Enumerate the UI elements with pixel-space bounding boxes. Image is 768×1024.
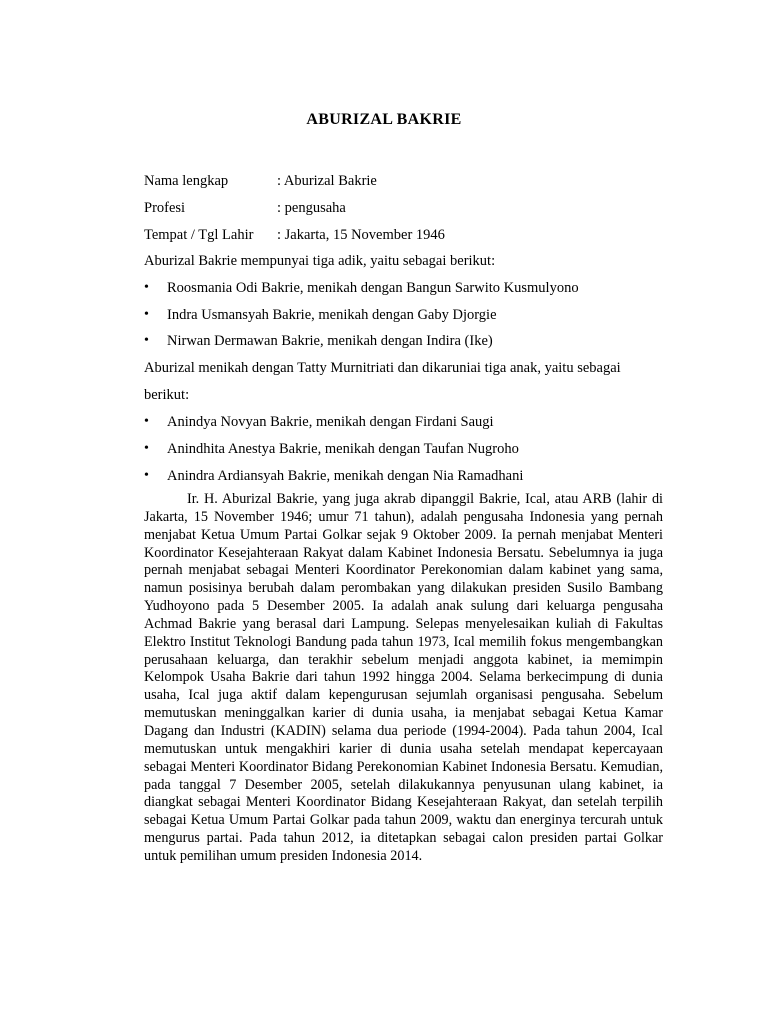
list-item-text: Roosmania Odi Bakrie, menikah dengan Bangun Sarwito Kusmulyono [167, 280, 579, 296]
bullet-icon: • [144, 468, 149, 483]
bullet-icon: • [144, 441, 149, 456]
list-item-text: Anindhita Anestya Bakrie, menikah dengan Taufan Nugroho [167, 441, 519, 457]
bullet-icon: • [144, 333, 149, 348]
children-intro-line2: berikut: [144, 387, 190, 403]
profile-label: Nama lengkap [144, 173, 229, 189]
document-title: ABURIZAL BAKRIE [306, 111, 462, 128]
profile-value: : Jakarta, 15 November 1946 [277, 227, 445, 243]
bullet-icon: • [144, 280, 149, 295]
list-item-text: Indra Usmansyah Bakrie, menikah dengan Gaby Djorgie [167, 307, 497, 323]
children-intro-line1: Aburizal menikah dengan Tatty Murnitriati dan dikaruniai tiga anak, yaitu sebagai [144, 360, 621, 376]
biography-paragraph: Ir. H. Aburizal Bakrie, yang juga akrab dipanggil Bakrie, Ical, atau ARB (lahir di Jakarta, 15 November 1946; umur 71 tahun), adalah pengusaha Indonesia yang pernah menjabat Ketua Umum Partai Golkar sejak 9 Oktober 2009. Ia pernah menjabat Menteri Koordinator Kesejahteraan Rakyat dalam Kabinet Indonesia Bersatu. Sebelumnya ia juga pernah menjabat sebagai Menteri Koordinator Perekonomian dalam kabinet yang sama, namun posisinya berubah dalam perombakan yang dilakukan presiden Susilo Bambang Yudhoyono pada 5 Desember 2005. Ia adalah anak sulung dari keluarga pengusaha Achmad Bakrie yang berasal dari Lampung. Selepas menyelesaikan kuliah di Fakultas Elektro Institut Teknologi Bandung pada tahun 1973, Ical memilih fokus mengembangkan perusahaan keluarga, dan terakhir sebelum menjadi anggota kabinet, ia memimpin Kelompok Usaha Bakrie dari tahun 1992 hingga 2004. Selama berkecimpung di dunia usaha, Ical juga aktif dalam kepengurusan sejumlah organisasi pengusaha. Sebelum memutuskan meninggalkan karier di dunia usaha, ia menjabat sebagai Ketua Kamar Dagang dan Industri (KADIN) selama dua periode (1994-2004). Pada tahun 2004, Ical memutuskan untuk mengakhiri karier di dunia usaha setelah mendapat kepercayaan sebagai Menteri Koordinator Bidang Perekonomian Kabinet Indonesia Bersatu. Kemudian, pada tanggal 7 Desember 2005, setelah dilakukannya penyusunan ulang kabinet, ia diangkat sebagai Menteri Koordinator Bidang Kesejahteraan Rakyat, dan setelah terpilih sebagai Ketua Umum Partai Golkar pada tahun 2009, waktu dan energinya tercurah untuk mengurus partai. Pada tahun 2012, ia ditetapkan sebagai calon presiden partai Golkar untuk pemilihan umum presiden Indonesia 2014. [144, 491, 663, 864]
bullet-icon: • [144, 414, 149, 429]
profile-value: : Aburizal Bakrie [277, 173, 377, 189]
siblings-intro: Aburizal Bakrie mempunyai tiga adik, yaitu sebagai berikut: [144, 253, 496, 269]
profile-label: Profesi [144, 200, 186, 216]
list-item-text: Anindra Ardiansyah Bakrie, menikah dengan Nia Ramadhani [167, 468, 524, 484]
bullet-icon: • [144, 307, 149, 322]
list-item-text: Anindya Novyan Bakrie, menikah dengan Firdani Saugi [167, 414, 494, 430]
profile-label: Tempat / Tgl Lahir [144, 227, 254, 243]
profile-value: : pengusaha [277, 200, 346, 216]
list-item-text: Nirwan Dermawan Bakrie, menikah dengan Indira (Ike) [167, 333, 493, 349]
